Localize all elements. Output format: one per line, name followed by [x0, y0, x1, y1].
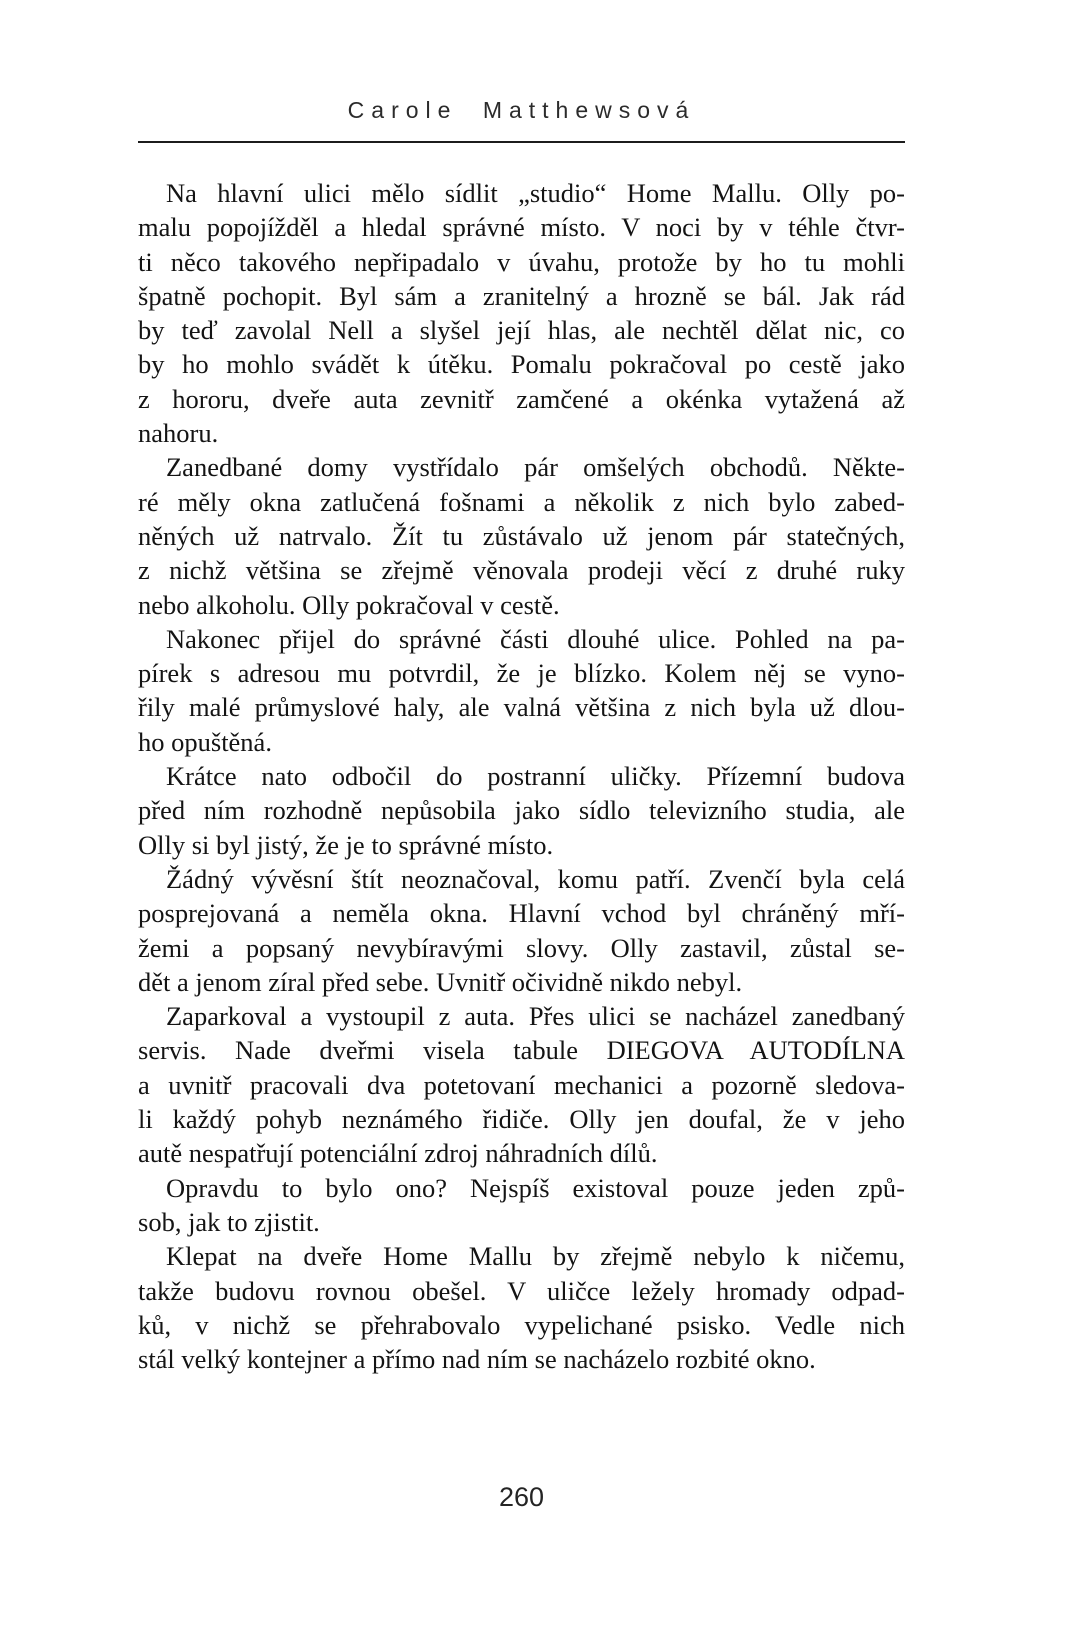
- paragraph: [138, 450, 905, 621]
- text-line: Žádný vývěsní štít neoznačoval, komu patří. Zvenčí byla celá: [166, 863, 905, 894]
- text-line: Krátce nato odbočil do postranní uličky. Přízemní budova: [166, 761, 905, 792]
- header-rule: [138, 141, 905, 143]
- text-line: Zanedbané domy vystřídalo pár omšelých obchodů. Někte-: [166, 452, 905, 483]
- text-line: z hororu, dveře auta zevnitř zamčené a okénka vytažená až: [138, 383, 905, 414]
- page-body-text: [138, 176, 905, 1376]
- text-line: dět a jenom zíral před sebe. Uvnitř očividně nikdo nebyl.: [138, 966, 743, 997]
- text-line: špatně pochopit. Byl sám a zranitelný a hrozně se bál. Jak rád: [138, 280, 905, 311]
- text-line: li každý pohyb neznámého řidiče. Olly jen doufal, že v jeho: [138, 1104, 905, 1135]
- text-line: servis. Nade dveřmi visela tabule DIEGOVA AUTODÍLNA: [138, 1035, 905, 1066]
- text-line: ré měly okna zatlučená fošnami a několik z nich bylo zabed-: [138, 486, 905, 517]
- text-line: Klepat na dveře Home Mallu by zřejmě nebylo k ničemu,: [166, 1241, 905, 1272]
- text-line: před ním rozhodně nepůsobila jako sídlo televizního studia, ale: [138, 795, 905, 826]
- text-line: něných už natrvalo. Žít tu zůstávalo už jenom pár statečných,: [138, 520, 905, 551]
- text-line: Zaparkoval a vystoupil z auta. Přes ulici se nacházel zanedbaný: [166, 1001, 905, 1032]
- text-line: by teď zavolal Nell a slyšel její hlas, ale nechtěl dělat nic, co: [138, 315, 905, 346]
- text-line: autě nespatřují potenciální zdroj náhradních dílů.: [138, 1138, 658, 1169]
- text-line: ků, v nichž se přehrabovalo vypelichané psisko. Vedle nich: [138, 1309, 905, 1340]
- paragraph: [138, 862, 905, 999]
- text-line: stál velký kontejner a přímo nad ním se nacházelo rozbité okno.: [138, 1344, 816, 1375]
- running-header-author: Carole Matthewsová: [347, 97, 696, 123]
- text-line: Olly si byl jistý, že je to správné místo.: [138, 829, 554, 860]
- text-line: a uvnitř pracovali dva potetovaní mechanici a pozorně sledova-: [138, 1069, 905, 1100]
- text-line: ho opuštěná.: [138, 726, 272, 757]
- paragraph: [138, 759, 905, 862]
- text-line: z nichž většina se zřejmě věnovala prodeji věcí z druhé ruky: [138, 555, 905, 586]
- text-line: Opravdu to bylo ono? Nejspíš existoval pouze jeden způ-: [166, 1172, 905, 1203]
- paragraph: [138, 999, 905, 1170]
- paragraph: [138, 622, 905, 759]
- page-number: 260: [498, 1482, 545, 1512]
- paragraph: [138, 1239, 905, 1376]
- text-line: Na hlavní ulici mělo sídlit „studio“ Home Mallu. Olly po-: [166, 178, 905, 208]
- text-line: pírek s adresou mu potvrdil, že je blízko. Kolem něj se vyno-: [138, 658, 905, 689]
- text-line: malu popojížděl a hledal správné místo. V noci by v téhle čtvr-: [138, 212, 905, 243]
- text-line: ti něco takového nepřipadalo v úvahu, protože by ho tu mohli: [138, 246, 905, 277]
- paragraph: [138, 176, 905, 450]
- text-line: řily malé průmyslové haly, ale valná většina z nich byla už dlou-: [138, 692, 905, 723]
- text-line: nahoru.: [138, 418, 219, 449]
- text-line: takže budovu rovnou obešel. V uličce ležely hromady odpad-: [138, 1275, 905, 1306]
- text-line: sob, jak to zjistit.: [138, 1206, 320, 1237]
- text-line: nebo alkoholu. Olly pokračoval v cestě.: [138, 589, 560, 620]
- text-line: Nakonec přijel do správné části dlouhé ulice. Pohled na pa-: [166, 623, 905, 654]
- text-line: posprejovaná a neměla okna. Hlavní vchod byl chráněný mří-: [138, 898, 905, 929]
- text-line: žemi a popsaný nevybíravými slovy. Olly zastavil, zůstal se-: [138, 932, 905, 963]
- paragraph: [138, 1171, 905, 1240]
- text-line: by ho mohlo svádět k útěku. Pomalu pokračoval po cestě jako: [138, 349, 905, 380]
